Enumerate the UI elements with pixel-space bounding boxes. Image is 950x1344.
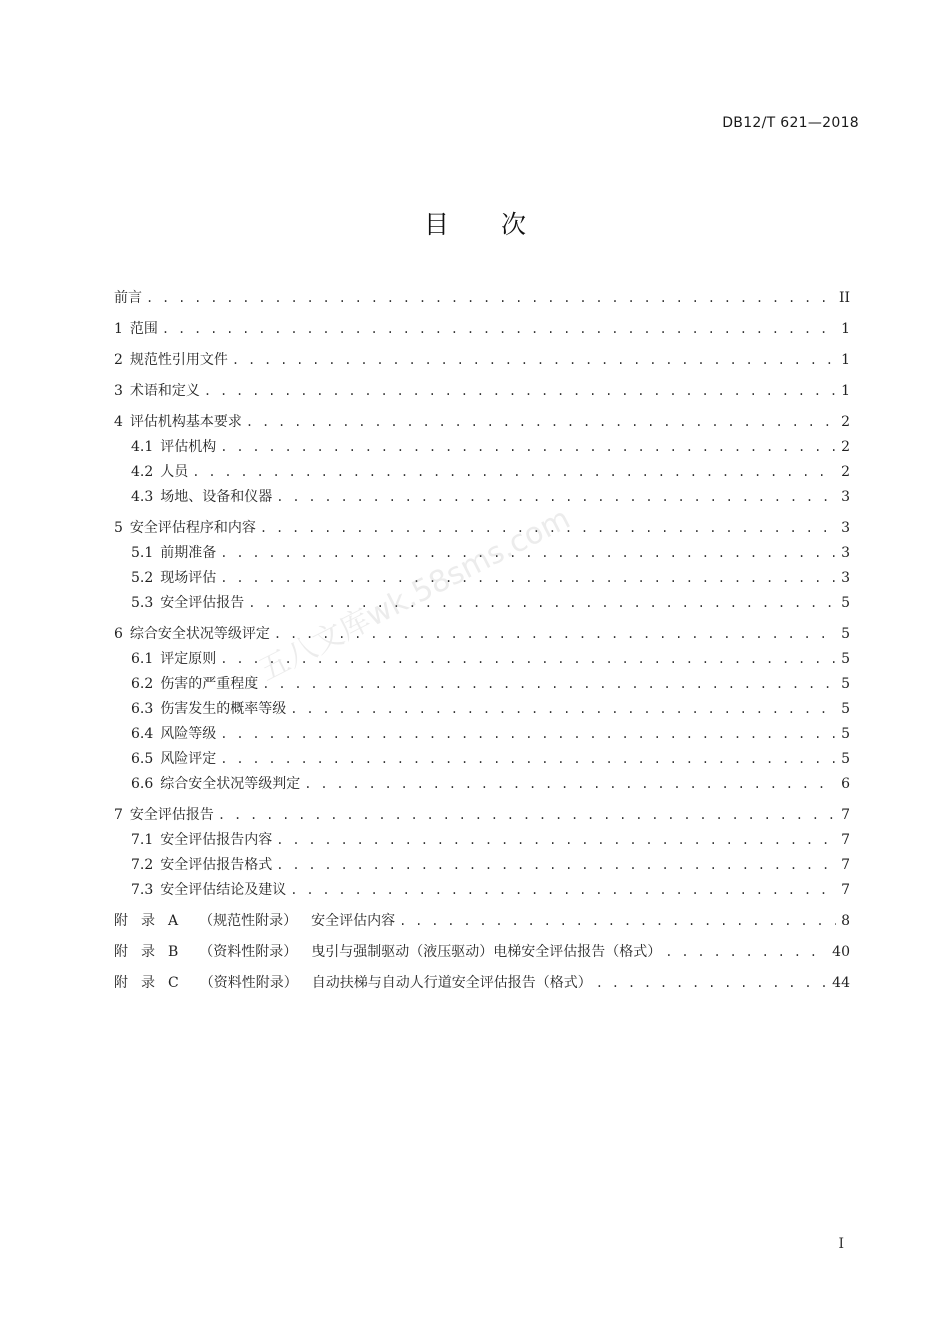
- toc-leader-dots: [162, 319, 836, 339]
- toc-entry-number: 4.3: [131, 489, 154, 505]
- toc-leader-dots: [220, 649, 836, 669]
- document-code: DB12/T 621—2018: [722, 115, 859, 131]
- toc-entry[interactable]: [114, 319, 850, 339]
- toc-entry-number: 4: [114, 414, 123, 430]
- toc-entry-number: 6: [114, 626, 123, 642]
- page-number: I: [838, 1236, 844, 1252]
- toc-entry-page: 6: [841, 776, 850, 792]
- toc-entry[interactable]: [114, 830, 850, 850]
- toc-entry[interactable]: [114, 462, 850, 482]
- page-title: 目 次: [424, 210, 548, 239]
- annex-label: 自动扶梯与自动人行道安全评估报告（格式）: [311, 975, 592, 991]
- toc-entry-label: 评估机构: [160, 439, 217, 455]
- toc-entry[interactable]: [114, 649, 850, 669]
- toc-annex-entry[interactable]: [114, 942, 850, 962]
- toc-entry-label: 术语和定义: [129, 383, 200, 399]
- toc-entry-number: 3: [114, 383, 123, 399]
- toc-leader-dots: [290, 880, 836, 900]
- toc-leader-dots: [260, 518, 836, 538]
- toc-entry-number: 6.5: [131, 751, 154, 767]
- toc-annex-entry[interactable]: [114, 911, 850, 931]
- toc-entry-label: 现场评估: [160, 570, 217, 586]
- toc-entry-number: 5.2: [131, 570, 154, 586]
- toc-entry[interactable]: [114, 805, 850, 825]
- toc-entry-page: 5: [841, 751, 850, 767]
- toc-entry-number: 6.1: [131, 651, 154, 667]
- toc-leader-dots: [276, 487, 836, 507]
- toc-entry-number: 5: [114, 520, 123, 536]
- toc-entry[interactable]: [114, 437, 850, 457]
- toc-entry-page: 5: [841, 626, 850, 642]
- toc-entry[interactable]: [114, 543, 850, 563]
- toc-entry-page: 7: [841, 857, 850, 873]
- toc-entry-label: 场地、设备和仪器: [160, 489, 273, 505]
- toc-entry-label: 人员: [160, 464, 189, 480]
- toc-leader-dots: [274, 624, 836, 644]
- toc-entry-page: 2: [841, 439, 850, 455]
- toc-entry-page: 1: [841, 383, 850, 399]
- toc-entry-number: 7: [114, 807, 123, 823]
- annex-page: 8: [841, 913, 850, 929]
- annex-page: 44: [832, 975, 850, 991]
- toc-entry-page: 7: [841, 832, 850, 848]
- toc-entry[interactable]: [114, 487, 850, 507]
- toc-entry-label: 安全评估报告: [129, 807, 214, 823]
- toc-leader-dots: [218, 805, 836, 825]
- toc-entry-page: 5: [841, 595, 850, 611]
- toc-entry-label: 评定原则: [160, 651, 217, 667]
- toc-entry-number: 7.1: [131, 832, 154, 848]
- toc-entry-number: 6.3: [131, 701, 154, 717]
- toc-leader-dots: [220, 568, 836, 588]
- annex-number: 附录A: [114, 913, 192, 929]
- toc-leader-dots: [220, 724, 836, 744]
- toc-entry[interactable]: [114, 699, 850, 719]
- toc-leader-dots: [204, 381, 836, 401]
- toc-entry-page: 7: [841, 807, 850, 823]
- toc-entry-number: 7.3: [131, 882, 154, 898]
- toc-entry-label: 伤害的严重程度: [160, 676, 259, 692]
- annex-page: 40: [832, 944, 850, 960]
- toc-entry-page: 1: [841, 321, 850, 337]
- toc-entry-label: 安全评估报告内容: [160, 832, 273, 848]
- annex-kind: （资料性附录）: [199, 975, 298, 991]
- toc-leader-dots: [248, 593, 836, 613]
- toc-entry[interactable]: [114, 855, 850, 875]
- toc-entry-page: 3: [841, 520, 850, 536]
- toc-entry-page: II: [838, 290, 850, 306]
- toc-leader-dots: [290, 699, 836, 719]
- table-of-contents: [114, 284, 850, 993]
- toc-entry-label: 前期准备: [160, 545, 217, 561]
- toc-entry-page: 5: [841, 676, 850, 692]
- toc-entry-number: 5.1: [131, 545, 154, 561]
- toc-entry-label: 综合安全状况等级评定: [129, 626, 270, 642]
- toc-entry-number: 6.2: [131, 676, 154, 692]
- toc-annex-entry[interactable]: [114, 973, 850, 993]
- toc-entry[interactable]: [114, 350, 850, 370]
- toc-entry-label: 评估机构基本要求: [129, 414, 242, 430]
- annex-number: 附录B: [114, 944, 192, 960]
- annex-kind: （资料性附录）: [199, 944, 298, 960]
- toc-entry-page: 2: [841, 464, 850, 480]
- toc-leader-dots: [220, 543, 836, 563]
- toc-leader-dots: [304, 774, 836, 794]
- toc-entry-page: 5: [841, 651, 850, 667]
- toc-entry-label: 范围: [129, 321, 158, 337]
- toc-leader-dots: [276, 855, 836, 875]
- toc-entry[interactable]: [114, 624, 850, 644]
- toc-leader-dots: [146, 288, 835, 308]
- toc-entry-number: 7.2: [131, 857, 154, 873]
- toc-entry-number: 6.4: [131, 726, 154, 742]
- toc-entry-page: 3: [841, 545, 850, 561]
- toc-entry-page: 5: [841, 701, 850, 717]
- toc-leader-dots: [192, 462, 836, 482]
- toc-entry-label: 安全评估报告: [160, 595, 245, 611]
- toc-leader-dots: [232, 350, 836, 370]
- toc-entry-page: 3: [841, 570, 850, 586]
- toc-entry-label: 风险评定: [160, 751, 217, 767]
- toc-entry[interactable]: [114, 724, 850, 744]
- toc-entry-number: 5.3: [131, 595, 154, 611]
- toc-leader-dots: [276, 830, 836, 850]
- toc-entry[interactable]: [114, 774, 850, 794]
- toc-entry-number: 2: [114, 352, 123, 368]
- toc-entry[interactable]: [114, 568, 850, 588]
- toc-entry-label: 安全评估程序和内容: [129, 520, 256, 536]
- toc-entry-page: 5: [841, 726, 850, 742]
- watermark: 五八文库wk.58sms.com: [253, 501, 576, 689]
- toc-entry[interactable]: [114, 593, 850, 613]
- toc-entry-number: 4.2: [131, 464, 154, 480]
- toc-entry[interactable]: [114, 749, 850, 769]
- toc-entry-page: 1: [841, 352, 850, 368]
- toc-entry-page: 3: [841, 489, 850, 505]
- toc-entry-label: 规范性引用文件: [129, 352, 228, 368]
- toc-entry[interactable]: [114, 880, 850, 900]
- toc-entry[interactable]: [114, 381, 850, 401]
- toc-leader-dots: [246, 412, 836, 432]
- toc-entry[interactable]: [114, 674, 850, 694]
- toc-entry-label: 伤害发生的概率等级: [160, 701, 287, 717]
- toc-leader-dots: [220, 749, 836, 769]
- toc-entry-page: 2: [841, 414, 850, 430]
- annex-label: 曳引与强制驱动（液压驱动）电梯安全评估报告（格式）: [311, 944, 662, 960]
- annex-label: 安全评估内容: [311, 913, 396, 929]
- toc-entry[interactable]: [114, 412, 850, 432]
- toc-entry[interactable]: [114, 288, 850, 308]
- annex-kind: （规范性附录）: [199, 913, 298, 929]
- toc-entry-label: 安全评估结论及建议: [160, 882, 287, 898]
- toc-entry[interactable]: [114, 518, 850, 538]
- toc-leader-dots: [262, 674, 836, 694]
- toc-leader-dots: [220, 437, 836, 457]
- toc-entry-label: 综合安全状况等级判定: [160, 776, 301, 792]
- toc-leader-dots: [399, 911, 836, 931]
- toc-entry-label: 安全评估报告格式: [160, 857, 273, 873]
- toc-entry-number: 1: [114, 321, 123, 337]
- toc-leader-dots: [596, 973, 828, 993]
- toc-entry-number: 6.6: [131, 776, 154, 792]
- toc-entry-label: 风险等级: [160, 726, 217, 742]
- toc-entry-label: 前言: [114, 290, 142, 306]
- toc-entry-number: 4.1: [131, 439, 154, 455]
- annex-number: 附录C: [114, 975, 192, 991]
- toc-leader-dots: [665, 942, 828, 962]
- toc-entry-page: 7: [841, 882, 850, 898]
